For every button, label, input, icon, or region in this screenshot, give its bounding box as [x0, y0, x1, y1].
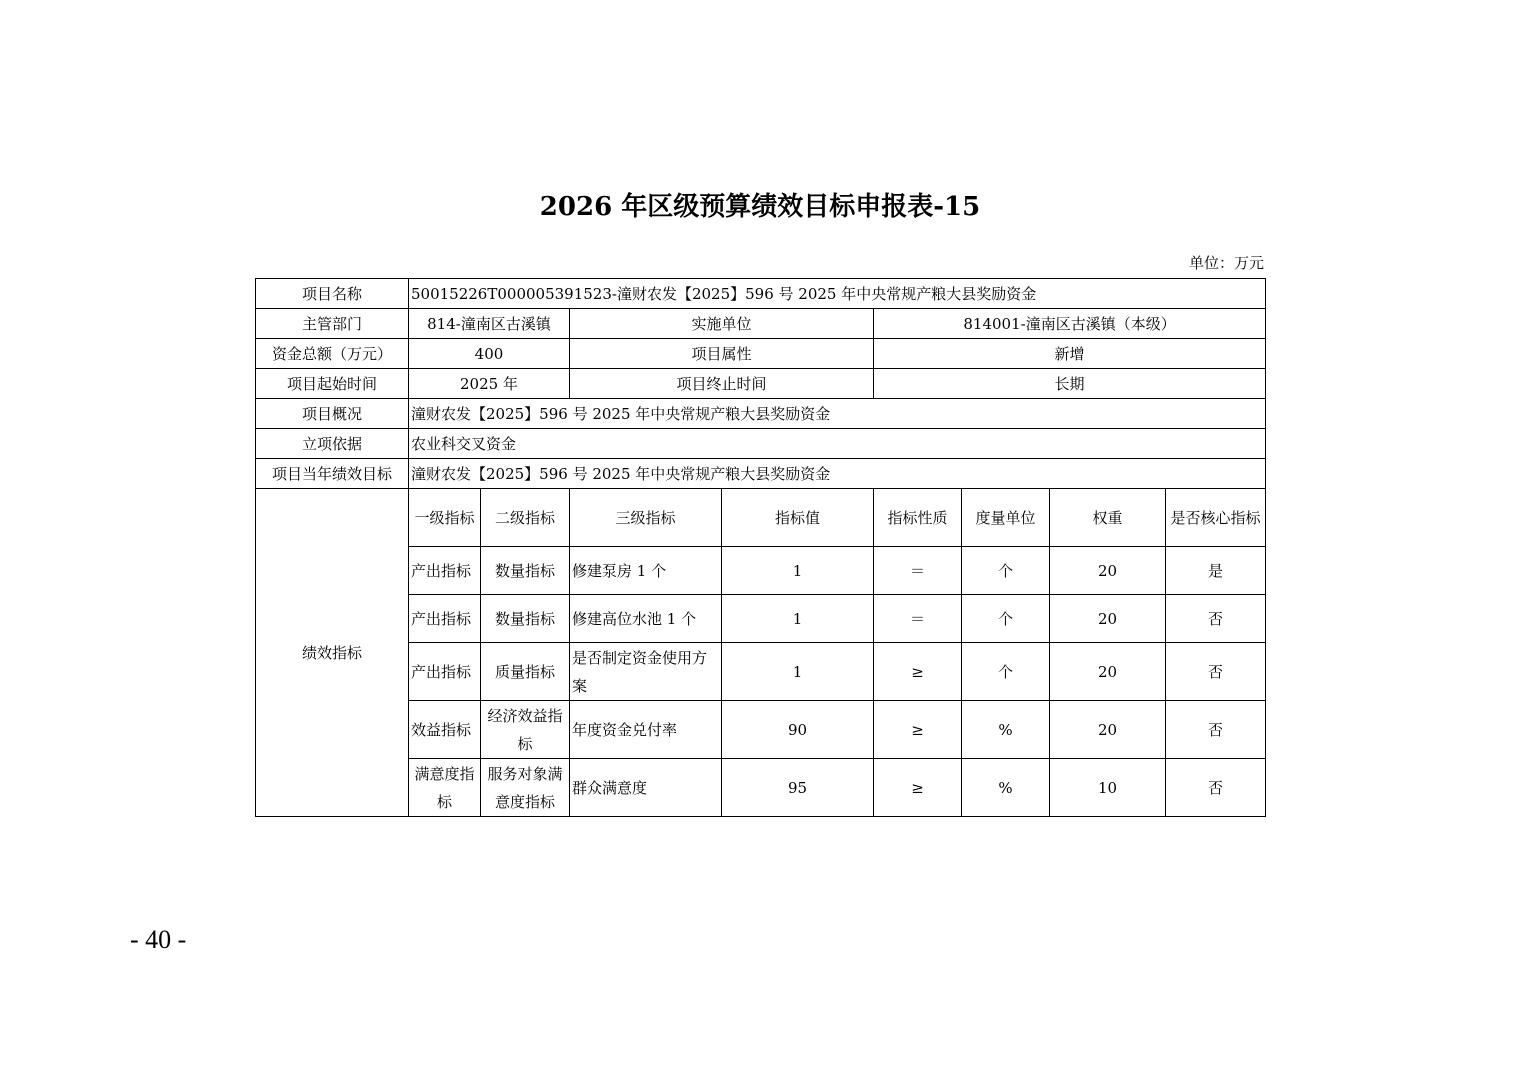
- impl-value: 814001-潼南区古溪镇（本级）: [874, 309, 1266, 339]
- indicator-l3: 是否制定资金使用方案: [570, 643, 722, 701]
- row-goal: [256, 459, 1266, 489]
- overview-value: 潼财农发【2025】596 号 2025 年中央常规产粮大县奖励资金: [409, 399, 1266, 429]
- row-total: [256, 339, 1266, 369]
- indicator-nature: ＝: [874, 595, 962, 643]
- impl-label: 实施单位: [570, 309, 874, 339]
- dept-label: 主管部门: [256, 309, 409, 339]
- indicator-header-row: [256, 489, 1266, 547]
- indicator-l1: 产出指标: [409, 643, 481, 701]
- indicator-weight: 20: [1050, 643, 1166, 701]
- start-label: 项目起始时间: [256, 369, 409, 399]
- basis-label: 立项依据: [256, 429, 409, 459]
- indicator-unit: 个: [962, 547, 1050, 595]
- indicator-l2: 数量指标: [481, 595, 570, 643]
- indicator-l3: 修建泵房 1 个: [570, 547, 722, 595]
- indicator-unit: %: [962, 701, 1050, 759]
- indicator-value: 1: [722, 547, 874, 595]
- goal-label: 项目当年绩效目标: [256, 459, 409, 489]
- unit-label: 单位：万元: [1188, 254, 1264, 272]
- indicator-l2: 经济效益指标: [481, 701, 570, 759]
- indicator-core: 否: [1166, 701, 1266, 759]
- header-weight: 权重: [1050, 489, 1166, 547]
- dept-value: 814-潼南区古溪镇: [409, 309, 570, 339]
- basis-value: 农业科交叉资金: [409, 429, 1266, 459]
- indicator-nature: ≥: [874, 643, 962, 701]
- total-value: 400: [409, 339, 570, 369]
- total-label: 资金总额（万元）: [256, 339, 409, 369]
- indicator-l1: 效益指标: [409, 701, 481, 759]
- overview-label: 项目概况: [256, 399, 409, 429]
- header-value: 指标值: [722, 489, 874, 547]
- header-l3: 三级指标: [570, 489, 722, 547]
- header-unit: 度量单位: [962, 489, 1050, 547]
- page-title: 2026 年区级预算绩效目标申报表-15: [539, 192, 981, 222]
- indicator-nature: ≥: [874, 701, 962, 759]
- project-name-value: 50015226T000005391523-潼财农发【2025】596 号 2025 年中央常规产粮大县奖励资金: [409, 279, 1266, 309]
- indicator-core: 否: [1166, 643, 1266, 701]
- row-time: [256, 369, 1266, 399]
- start-value: 2025 年: [409, 369, 570, 399]
- indicator-l1: 满意度指标: [409, 759, 481, 817]
- row-department: [256, 309, 1266, 339]
- indicator-unit: 个: [962, 595, 1050, 643]
- row-basis: [256, 429, 1266, 459]
- performance-target-table: [255, 278, 1266, 817]
- indicator-weight: 20: [1050, 595, 1166, 643]
- indicator-l3: 修建高位水池 1 个: [570, 595, 722, 643]
- indicator-weight: 20: [1050, 701, 1166, 759]
- indicator-l1: 产出指标: [409, 547, 481, 595]
- row-overview: [256, 399, 1266, 429]
- indicator-l2: 服务对象满意度指标: [481, 759, 570, 817]
- indicator-core: 是: [1166, 547, 1266, 595]
- indicator-unit: 个: [962, 643, 1050, 701]
- indicator-value: 95: [722, 759, 874, 817]
- goal-value: 潼财农发【2025】596 号 2025 年中央常规产粮大县奖励资金: [409, 459, 1266, 489]
- indicator-l3: 年度资金兑付率: [570, 701, 722, 759]
- indicator-nature: ≥: [874, 759, 962, 817]
- header-core: 是否核心指标: [1166, 489, 1266, 547]
- project-name-label: 项目名称: [256, 279, 409, 309]
- indicator-l1: 产出指标: [409, 595, 481, 643]
- indicator-weight: 20: [1050, 547, 1166, 595]
- indicator-value: 1: [722, 595, 874, 643]
- indicator-unit: %: [962, 759, 1050, 817]
- indicator-value: 1: [722, 643, 874, 701]
- header-l2: 二级指标: [481, 489, 570, 547]
- indicator-core: 否: [1166, 595, 1266, 643]
- header-l1: 一级指标: [409, 489, 481, 547]
- indicator-weight: 10: [1050, 759, 1166, 817]
- indicator-l2: 质量指标: [481, 643, 570, 701]
- indicator-l2: 数量指标: [481, 547, 570, 595]
- row-project-name: [256, 279, 1266, 309]
- indicator-nature: ＝: [874, 547, 962, 595]
- indicator-section-label: 绩效指标: [256, 489, 409, 817]
- end-label: 项目终止时间: [570, 369, 874, 399]
- page-number: - 40 -: [130, 925, 187, 954]
- attr-label: 项目属性: [570, 339, 874, 369]
- indicator-l3: 群众满意度: [570, 759, 722, 817]
- header-nature: 指标性质: [874, 489, 962, 547]
- indicator-value: 90: [722, 701, 874, 759]
- attr-value: 新增: [874, 339, 1266, 369]
- end-value: 长期: [874, 369, 1266, 399]
- indicator-core: 否: [1166, 759, 1266, 817]
